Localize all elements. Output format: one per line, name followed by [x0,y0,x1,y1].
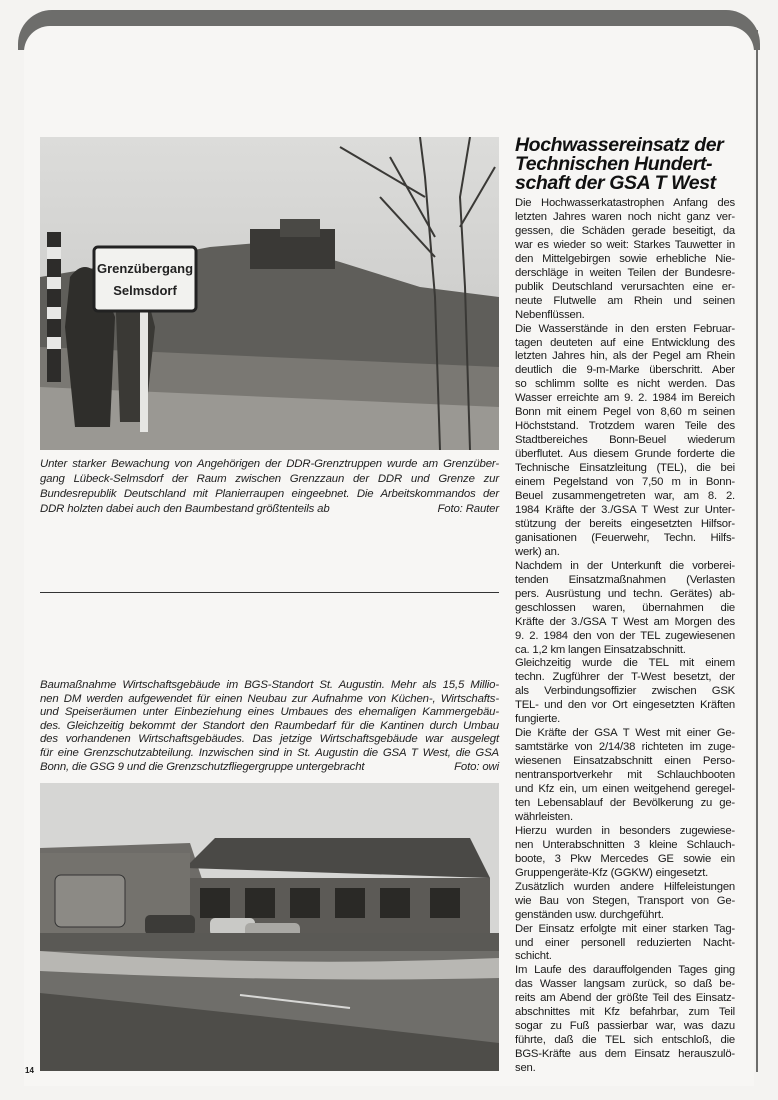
paragraph-line: Hierzu wurden in besonders zugewiese- [515,824,735,837]
paragraph-line: Der Einsatz erfolgte mit einer starken Tag- [515,922,735,935]
paragraph-line: samtstärke von 2/14/38 richteten im zuge- [515,741,735,754]
paragraph-line: Beuel zusammengetreten war, am 8. 2. [515,490,735,503]
photo-credit: Foto: Rauter [437,503,499,515]
caption-border-crossing [40,457,499,517]
column-frame-line [756,30,758,1072]
paragraph-line: abschnittes mit Kfz befahrbar, zum Teil [515,1006,735,1019]
paragraph-line: Höchststand. Trotzdem waren Teile des [515,420,735,433]
headline-line: Technischen Hundert- [515,153,713,175]
paragraph-line: geschlossen waren, übernahmen die [515,601,735,614]
paragraph-line: einem Pegelstand von 7,50 m in Bonn- [515,476,735,489]
paragraph-line: Wasser erreichte am 9. 2. 1984 im Bereich [515,392,735,405]
paragraph-line: nentransportverkehr mit Schlauchbooten [515,769,735,782]
article-paragraph [515,923,735,965]
paragraph-line: sogar zu Fuß passierbar war, was dazu [515,1020,735,1033]
paragraph-line: deutlich die 9-m-Marke überschritt. Aber [515,364,735,377]
paragraph-line: tenden Einsatzmaßnahmen (Verlasten [515,573,735,586]
paragraph-line: Die Kräfte der GSA T West mit einer Ge- [515,727,735,740]
article-flood-deployment [515,136,735,1076]
paragraph-line: überflutet. Aus diesem Grunde forderte die [515,448,735,461]
caption-line: für eine Grenzschutzabteilung. Inzwischen sind in St. Augustin die GSA T West, die GSA [40,746,499,759]
paragraph-line: letzten Jahres waren noch nicht ganz ver- [515,210,735,223]
paragraph-line: publik Deutschland verursachten eine er- [515,280,735,293]
paragraph-line: genständen usw. durchgeführt. [515,908,664,921]
paragraph-line: fungierte. [515,713,561,726]
paragraph-line: tagen deuteten auf eine Entwicklung des [515,336,735,349]
photo-credit: Foto: owi [454,760,499,773]
paragraph-line: Die Hochwasserkatastrophen Anfang des [515,197,735,209]
caption-line: und Speiseräumen unter Einbeziehung eines Umbaues des ehemaligen Kammergebäu- [40,706,499,719]
caption-line: Unter starker Bewachung von Angehörigen der DDR-Grenztruppen wurde am Grenzüber- [40,458,499,470]
section-divider [40,592,499,593]
paragraph-line: führte, daß die TEL sich entschloß, die [515,1034,735,1047]
paragraph-line: Technische Einsatzleitung (TEL), die bei [515,462,735,475]
article-paragraph [515,197,735,323]
paragraph-line: Nebenflüssen. [515,308,585,321]
paragraph-line: schicht. [515,950,552,963]
paragraph-line: pers. Ausrüstung und techn. Gerätes) ab- [515,587,735,600]
caption-line: gang Lübeck-Selmsdorf der Raum zwischen Grenzzaun der DDR und Grenze zur [40,473,499,485]
paragraph-line: techn. Zugführer der T-West besetzt, der [515,671,735,684]
paragraph-line: Die Wasserstände in den ersten Februar- [515,322,735,335]
paragraph-line: derschläge in weiten Teilen der Bundesre- [515,266,735,279]
paragraph-line: boote, 3 Pkw Mercedes GE sowie ein [515,852,735,865]
paragraph-line: TEL- und den vor Ort eingesetzten Kräften [515,699,735,712]
sign-text-line2: Selmsdorf [113,283,177,298]
paragraph-line: und Kfz ein, um einen weitgehend geregel- [515,783,735,796]
paragraph-line: Bonn mit einem Pegel von 8,60 m seinen [515,406,735,419]
caption-line: nen DM werden aufgewendet für einen Neubau zur Aufnahme von Küchen-, Wirtschafts- [40,692,499,705]
headline-line: Hochwassereinsatz der [515,134,724,156]
paragraph-line: so schlimm sollte es nicht werden. Das [515,378,735,391]
paragraph-line: reits am Abend der größte Teil des Einsatz- [515,992,735,1005]
paragraph-line: 9. 2. 1984 den von der TEL zugewiesenen [515,629,735,642]
photo-building [40,783,499,1071]
caption-line: Bonn, die GSG 9 und die Grenzschutzfliegergruppe untergebracht [40,760,365,773]
paragraph-line: ganisationen (Feuerwehr, Techn. Hilfs- [515,531,735,544]
paragraph-line: Stadtbereiches Bonn-Beuel wiederum [515,434,735,447]
article-paragraph [515,881,735,923]
paragraph-line: Kräfte der 3./GSA T West am Morgen des [515,615,735,628]
paragraph-line: als Verbindungsoffizier zwischen GSK [515,685,735,698]
caption-line: des. Gleichzeitig bekommt der Standort den Raumbedarf für die Kantinen durch Umbau [40,719,499,732]
paragraph-line: Im Laufe des darauffolgenden Tages ging [515,964,735,977]
paragraph-line: und einer personell reduzierten Nacht- [515,936,735,949]
paragraph-line: stützung der bereits eingesetzten Hilfsor- [515,517,735,530]
paragraph-line: war es wieder so weit: Starkes Tauwetter in [515,238,735,251]
paragraph-line: Zusätzlich wurden andere Hilfeleistungen [515,880,735,893]
paragraph-line: neute Flutwelle am Rhein und seinen [515,294,735,307]
paragraph-line: Gleichzeitig wurde die TEL mit einem [515,657,735,670]
paragraph-line: nen Unterabschnitten 3 kleine Schlauch- [515,838,735,851]
article-paragraph [515,727,735,825]
page-number: 14 [25,1066,34,1075]
paragraph-line: letzten Jahres hin, als der Pegel am Rhein [515,350,735,363]
paragraph-line: währleisten. [515,810,573,823]
article-headline [515,136,735,193]
paragraph-line: wiesenen Einsatzabschnitt einen Perso- [515,755,735,768]
paragraph-line: gessen, die Schäden gerade beseitigt, da [515,224,735,237]
article-paragraph [515,964,735,1076]
paragraph-line: das Wasser langsam zurück, so daß be- [515,978,735,991]
caption-building [40,679,499,774]
paragraph-line: BGS-Kräfte aus dem Einsatz herauszulö- [515,1048,735,1061]
caption-line: Baumaßnahme Wirtschaftsgebäude im BGS-Standort St. Augustin. Mehr als 15,5 Millio- [40,679,499,691]
caption-line: DDR holzten dabei auch den Baumbestand größtenteils ab [40,503,330,515]
paragraph-line: ca. 1,2 km langen Einsatzabschnitt. [515,643,686,656]
article-paragraph [515,657,735,727]
paragraph-line: werk) an. [515,545,560,558]
article-paragraph [515,323,735,560]
article-body [515,197,735,1076]
paragraph-line: den Mittelgebirgen sowie erhebliche Nie- [515,252,735,265]
caption-line: Bundesrepublik Deutschland mit Planierraupen eingeebnet. Die Arbeitskommandos der [40,488,499,500]
paragraph-line: wie Bau von Stegen, Transport von Ge- [515,894,735,907]
article-paragraph [515,825,735,881]
photo-border-crossing [40,137,499,450]
paragraph-line: 1984 Kräfte der 3./GSA T West zur Unter- [515,503,735,516]
caption-line: des vorhandenen Wirtschaftsgebäudes. Das jetzige Wirtschaftsgebäude war ausgelegt [40,733,499,746]
sign-text-line1: Grenzübergang [96,261,194,276]
paragraph-line: ten Lebensablauf der Bevölkerung zu ge- [515,796,735,809]
headline-line: schaft der GSA T West [515,172,716,194]
paragraph-line: Nachdem in der Unterkunft die vorberei- [515,559,735,572]
paragraph-line: Gruppengeräte-Kfz (GGKW) eingesetzt. [515,866,709,879]
paragraph-line: sen. [515,1062,536,1075]
article-paragraph [515,560,735,658]
